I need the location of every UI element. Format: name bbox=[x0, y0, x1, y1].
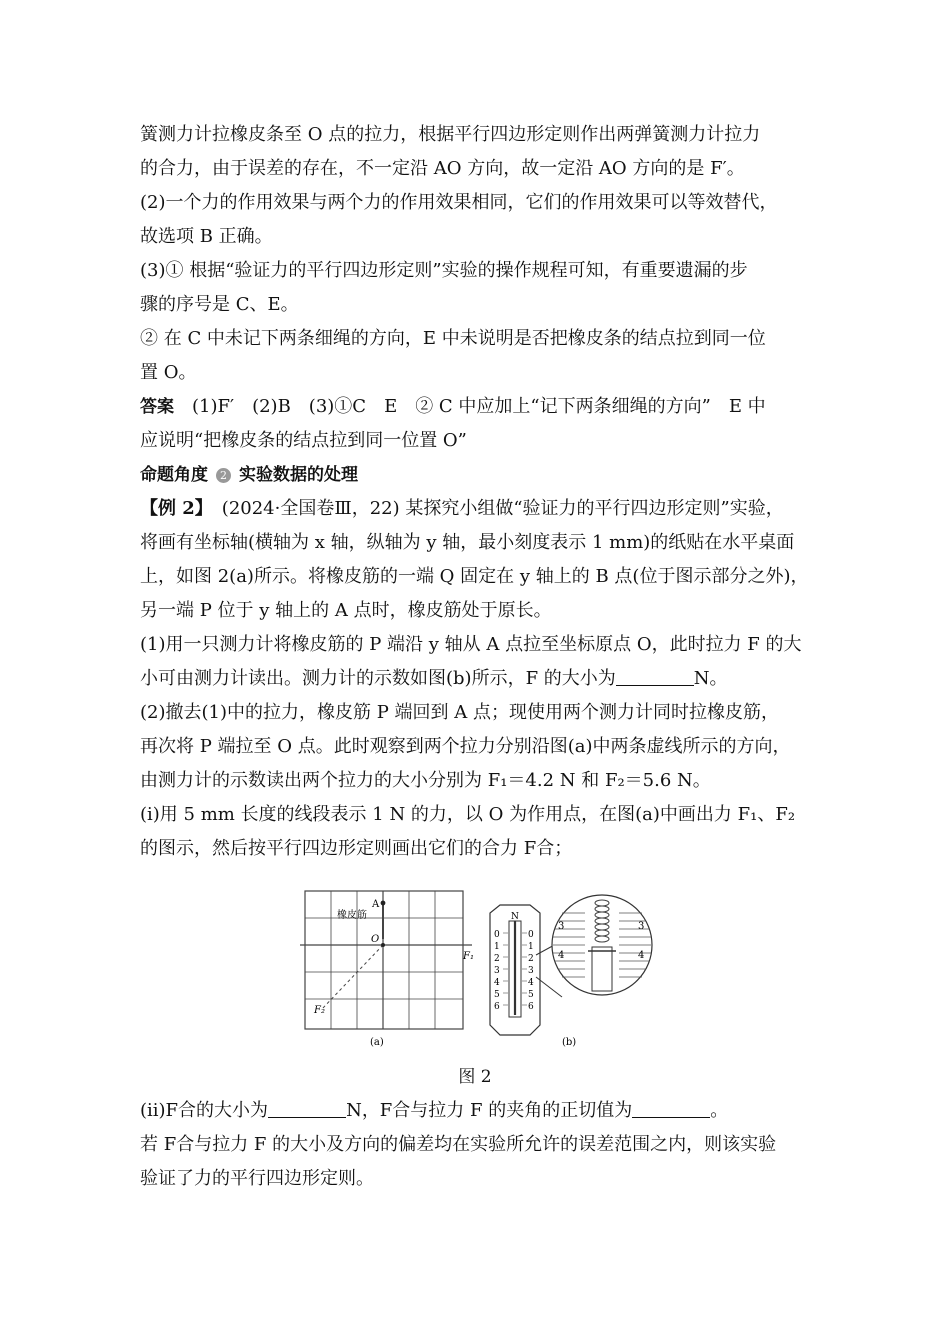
scale-right-3: 3 bbox=[528, 966, 534, 976]
answer-label: 答案 bbox=[140, 397, 174, 417]
answer-text: (1)F′ (2)B (3)①C E ② C 中应加上“记下两条细绳的方向” E 中 bbox=[192, 396, 766, 417]
answer-blank[interactable] bbox=[632, 1099, 710, 1118]
zoom-left-4: 4 bbox=[558, 950, 565, 961]
answer-blank[interactable] bbox=[268, 1099, 346, 1118]
text-line: (1)用一只测力计将橡皮筋的 P 端沿 y 轴从 A 点拉至坐标原点 O，此时拉力 F 的大 bbox=[140, 634, 802, 655]
text-line: 骤的序号是 C、E。 bbox=[140, 294, 299, 315]
text-line: 簧测力计拉橡皮条至 O 点的拉力，根据平行四边形定则作出两弹簧测力计拉力 bbox=[140, 124, 761, 145]
zoom-right-3: 3 bbox=[638, 921, 645, 932]
zoom-pointer bbox=[592, 947, 612, 991]
scale-right-0: 0 bbox=[528, 930, 534, 940]
scale-right-5: 5 bbox=[528, 990, 534, 1000]
scale-right-4: 4 bbox=[528, 978, 534, 988]
angle-title: 实验数据的处理 bbox=[239, 465, 358, 485]
example-text: (2024·全国卷Ⅲ，22) 某探究小组做“验证力的平行四边形定则”实验， bbox=[221, 498, 784, 519]
answer-line bbox=[140, 390, 820, 424]
text-line: 的图示，然后按平行四边形定则画出它们的合力 F合； bbox=[140, 838, 573, 859]
scale-left-2: 2 bbox=[494, 954, 500, 964]
scale-right-6: 6 bbox=[528, 1002, 534, 1012]
text-line: 另一端 P 位于 y 轴上的 A 点时，橡皮筋处于原长。 bbox=[140, 600, 552, 621]
scale-left-numbers bbox=[494, 930, 500, 1012]
document-body-continued bbox=[140, 1094, 820, 1196]
grid-diagram bbox=[300, 891, 472, 1029]
number-badge: 2 bbox=[216, 468, 231, 483]
example-line bbox=[140, 492, 820, 526]
scale-left-6: 6 bbox=[494, 1002, 500, 1012]
origin-marker bbox=[381, 943, 385, 947]
figure-2 bbox=[300, 885, 660, 1055]
text-line: 故选项 B 正确。 bbox=[140, 226, 273, 247]
scale-left-3: 3 bbox=[494, 966, 500, 976]
scale-left-5: 5 bbox=[494, 990, 500, 1000]
question-ii-line bbox=[140, 1094, 820, 1128]
example-label: 【例 2】 bbox=[140, 498, 204, 519]
text-line: 将画有坐标轴(横轴为 x 轴，纵轴为 y 轴，最小刻度表示 1 mm)的纸贴在水平桌面 bbox=[140, 532, 795, 553]
label-a: A bbox=[372, 899, 380, 910]
label-f2: F₂ bbox=[314, 1005, 325, 1016]
text-line: 的合力，由于误差的存在，不一定沿 AO 方向，故一定沿 AO 方向的是 F′。 bbox=[140, 158, 745, 179]
label-rubber: 橡皮筋 bbox=[337, 910, 367, 921]
scale-left-1: 1 bbox=[494, 942, 500, 952]
q1-unit: N。 bbox=[693, 668, 728, 689]
qii-text-a: (ⅱ)F合的大小为 bbox=[140, 1100, 269, 1121]
caption-a: (a) bbox=[370, 1037, 384, 1048]
scale-right-1: 1 bbox=[528, 942, 534, 952]
q1-text: 小可由测力计读出。测力计的示数如图(b)所示，F 的大小为 bbox=[140, 668, 616, 689]
text-line: 置 O。 bbox=[140, 362, 197, 383]
text-line: 再次将 P 端拉至 O 点。此时观察到两个拉力分别沿图(a)中两条虚线所示的方向， bbox=[140, 736, 791, 757]
label-origin: O bbox=[371, 934, 380, 945]
text-line: (2)一个力的作用效果与两个力的作用效果相同，它们的作用效果可以等效替代， bbox=[140, 192, 778, 213]
text-line: 验证了力的平行四边形定则。 bbox=[140, 1168, 374, 1189]
text-line: (ⅰ)用 5 mm 长度的线段表示 1 N 的力，以 O 为作用点，在图(a)中画出力 F₁、F₂ bbox=[140, 804, 796, 825]
angle-prefix: 命题角度 bbox=[140, 465, 208, 485]
scale-left-4: 4 bbox=[494, 978, 500, 988]
zoom-right-4: 4 bbox=[638, 950, 645, 961]
text-line: (2)撤去(1)中的拉力，橡皮筋 P 端回到 A 点；现使用两个测力计同时拉橡皮筋， bbox=[140, 702, 779, 723]
text-line: 由测力计的示数读出两个拉力的大小分别为 F₁＝4.2 N 和 F₂＝5.6 N。 bbox=[140, 770, 711, 791]
spring-scale bbox=[490, 905, 565, 1035]
qii-text-c: 。 bbox=[710, 1100, 729, 1121]
caption-b: (b) bbox=[562, 1037, 577, 1048]
text-line: (3)① 根据“验证力的平行四边形定则”实验的操作规程可知，有重要遗漏的步 bbox=[140, 260, 748, 281]
question-line bbox=[140, 662, 820, 696]
point-a-marker bbox=[381, 901, 386, 906]
text-line: ② 在 C 中未记下两条细绳的方向，E 中未说明是否把橡皮条的结点拉到同一位 bbox=[140, 328, 766, 349]
text-line: 若 F合与拉力 F 的大小及方向的偏差均在实验所允许的误差范围之内，则该实验 bbox=[140, 1134, 777, 1155]
figure-caption: 图 2 bbox=[458, 1067, 492, 1087]
scale-right-numbers bbox=[528, 930, 534, 1012]
zoom-left-3: 3 bbox=[558, 921, 565, 932]
figure-svg bbox=[300, 885, 660, 1055]
text-line: 上，如图 2(a)所示。将橡皮筋的一端 Q 固定在 y 轴上的 B 点(位于图示部分之外)， bbox=[140, 566, 809, 587]
label-f1: F₁ bbox=[463, 951, 474, 962]
answer-line-2: 应说明“把橡皮条的结点拉到同一位置 O” bbox=[140, 430, 467, 451]
section-heading bbox=[140, 458, 820, 492]
answer-blank[interactable] bbox=[616, 667, 694, 686]
scale-right-2: 2 bbox=[528, 954, 534, 964]
scale-left-0: 0 bbox=[494, 930, 500, 940]
scale-unit: N bbox=[511, 912, 519, 922]
qii-text-b: N，F合与拉力 F 的夹角的正切值为 bbox=[346, 1100, 633, 1121]
document-body bbox=[140, 118, 820, 866]
